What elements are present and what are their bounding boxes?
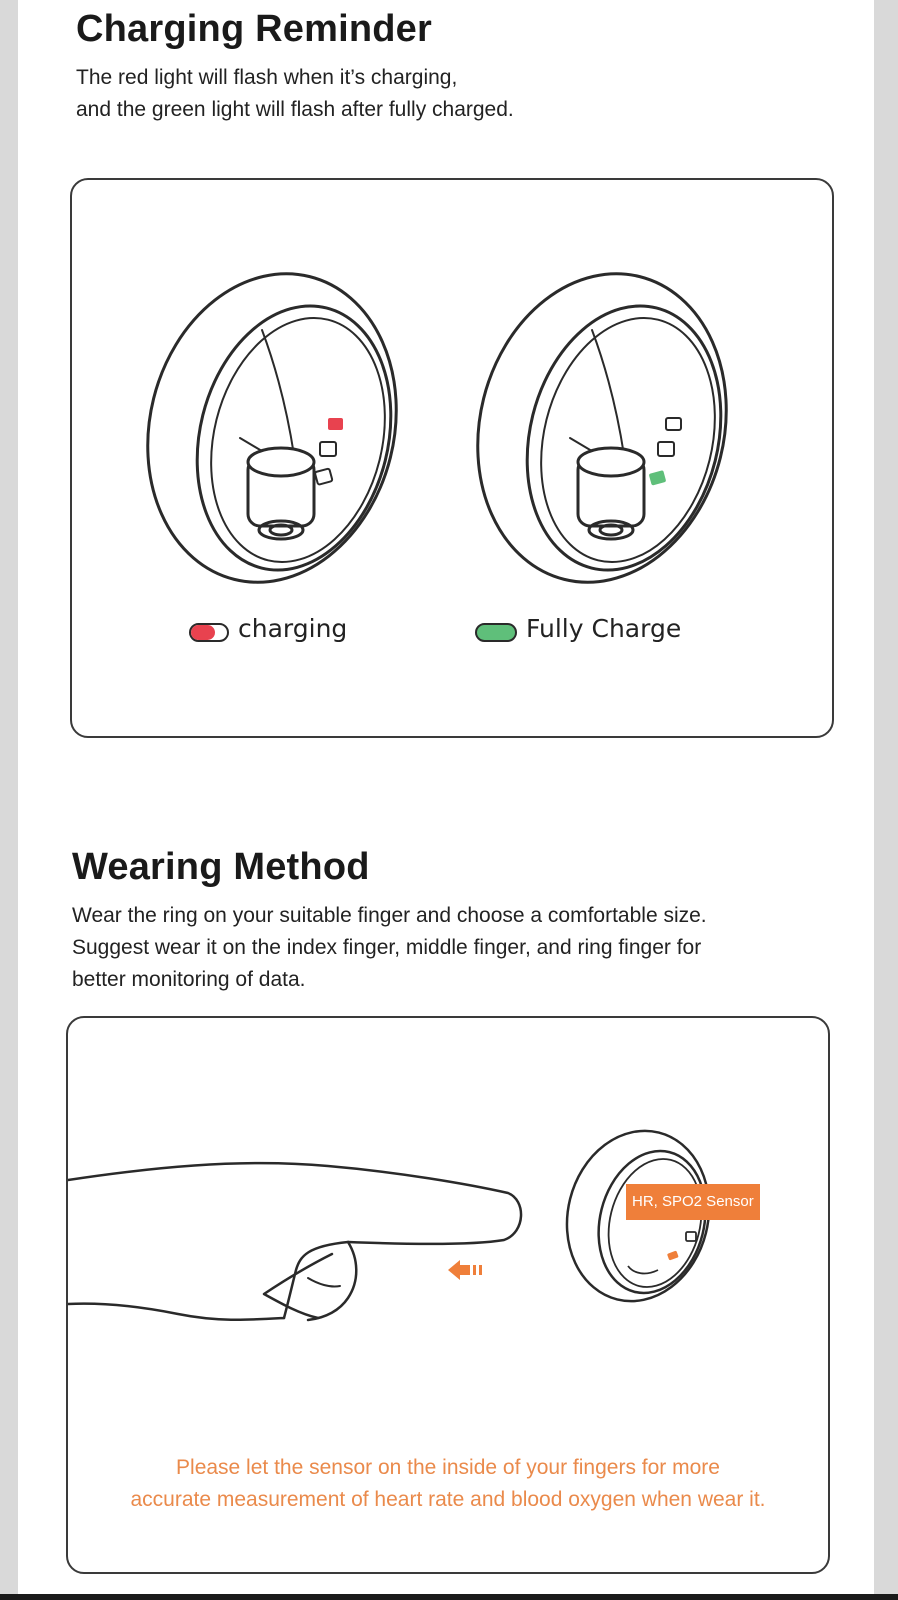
wearing-desc-line-1: Wear the ring on your suitable finger and choose a comfortable size. (72, 904, 707, 927)
red-light-icon (328, 418, 343, 430)
ring-fully-charged-icon (446, 247, 758, 609)
wearing-illustration-panel (66, 1016, 830, 1574)
sensor-mark-icon (667, 1251, 679, 1261)
pointing-hand-icon (68, 1163, 521, 1320)
wearing-method-title: Wearing Method (72, 846, 370, 888)
charging-desc-line-2: and the green light will flash after fully charged. (76, 98, 514, 121)
arrow-left-icon (448, 1260, 482, 1280)
wearing-desc-line-3: better monitoring of data. (72, 968, 306, 991)
ring-charging-icon (116, 247, 428, 609)
sensor-label-badge: HR, SPO2 Sensor (626, 1184, 760, 1220)
legend-red-pill-icon (190, 624, 228, 641)
page (18, 0, 874, 1594)
wearing-note-line-1: Please let the sensor on the inside of your fingers for more (176, 1456, 720, 1479)
wearing-note-line-2: accurate measurement of heart rate and blood oxygen when wear it. (130, 1488, 766, 1511)
legend-fully-charge-label: Fully Charge (526, 614, 682, 643)
legend-green-pill-icon (476, 624, 516, 641)
wearing-desc-line-2: Suggest wear it on the index finger, middle finger, and ring finger for (72, 936, 702, 959)
charging-desc-line-1: The red light will flash when it’s charging, (76, 66, 458, 89)
charging-reminder-title: Charging Reminder (76, 8, 432, 50)
charging-illustration-panel (70, 178, 834, 738)
charging-rings-illustration (72, 180, 832, 736)
green-light-icon (649, 470, 667, 485)
bottom-bar (0, 1594, 898, 1600)
legend-charging-label: charging (238, 614, 348, 643)
